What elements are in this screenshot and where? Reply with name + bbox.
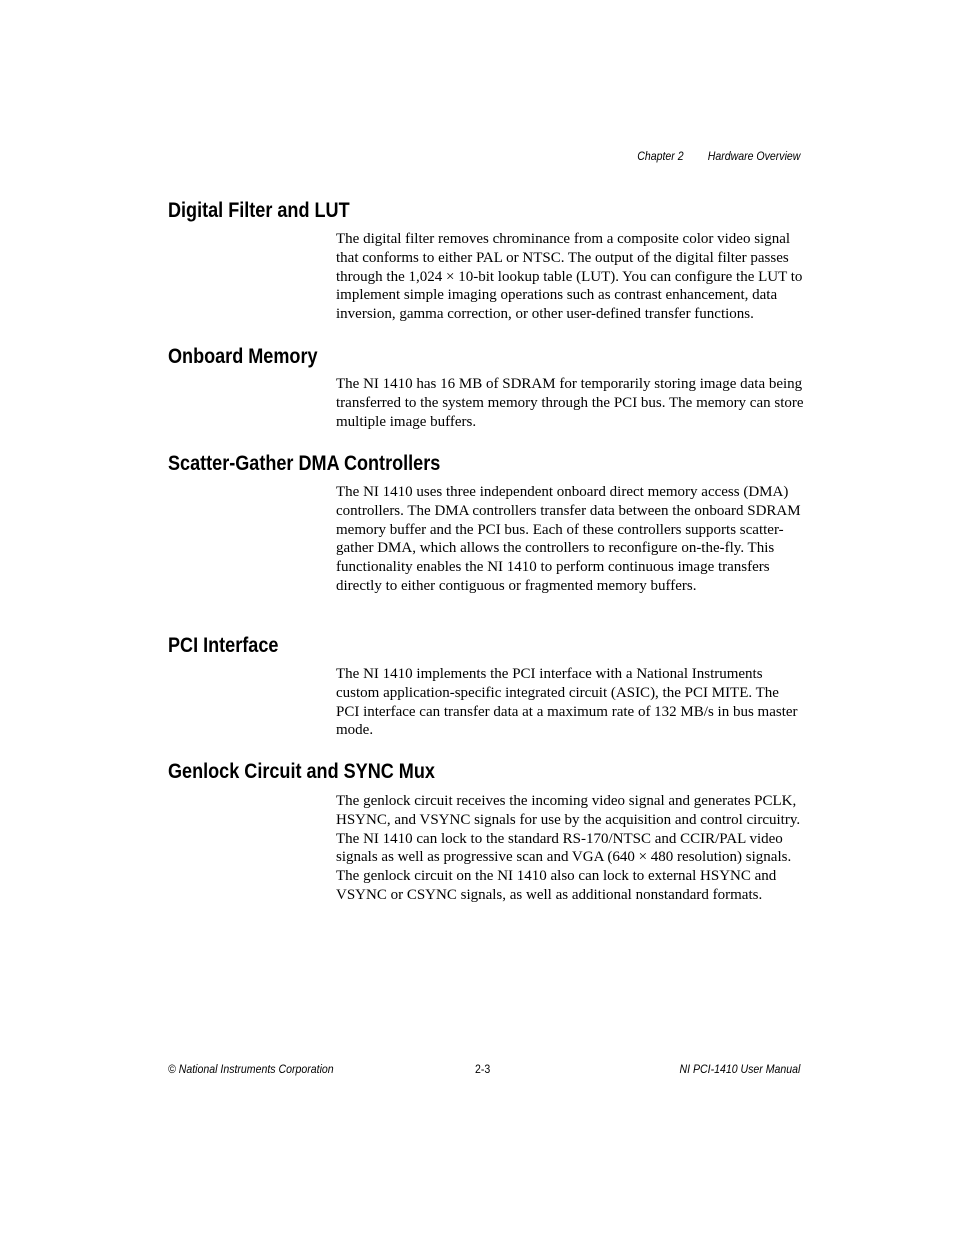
section-body: The NI 1410 has 16 MB of SDRAM for temporarily storing image data being transferred to the system memory through the PCI bus. The memory can store multiple image buffers. [336, 376, 804, 430]
section-dma-controllers [168, 451, 808, 596]
section-digital-filter [168, 198, 808, 324]
section-heading: Digital Filter and LUT [168, 199, 350, 222]
section-heading: PCI Interface [168, 634, 279, 657]
section-body: The genlock circuit receives the incoming video signal and generates PCLK, HSYNC, and VSYNC signals for use by the acquisition and control circuitry. The NI 1410 can lock to the standard RS-170/NTSC and CCIR/PAL video signals as well as progressive scan and VGA (640 × 480 resolution) signals. The genlock circuit on the NI 1410 also can lock to external HSYNC and VSYNC or CSYNC signals, as well as additional nonstandard formats. [336, 793, 801, 903]
chapter-label: Chapter 2 [636, 149, 684, 163]
footer-manual-title: NI PCI-1410 User Manual [679, 1062, 800, 1076]
section-pci-interface [168, 633, 808, 740]
section-heading: Scatter-Gather DMA Controllers [168, 452, 441, 475]
footer-page-number: 2-3 [475, 1062, 491, 1076]
chapter-title: Hardware Overview [707, 149, 800, 163]
section-body: The NI 1410 implements the PCI interface with a National Instruments custom application-specific integrated circuit (ASIC), the PCI MITE. The PCI interface can transfer data at a maximum rate of 132 MB/s in bus master mode. [336, 666, 798, 739]
page-footer [168, 1062, 800, 1078]
section-genlock [168, 759, 808, 905]
footer-copyright: © National Instruments Corporation [168, 1062, 334, 1076]
section-body: The digital filter removes chrominance from a composite color video signal that conforms to either PAL or NTSC. The output of the digital filter passes through the 1,024 × 10-bit lookup table (LUT). You can configure the LUT to implement simple imaging operations such as contrast enhancement, data inversion, gamma correction, or other user-defined transfer functions. [336, 231, 803, 323]
section-heading: Onboard Memory [168, 345, 318, 368]
section-heading: Genlock Circuit and SYNC Mux [168, 760, 435, 783]
running-header [637, 149, 800, 163]
section-body: The NI 1410 uses three independent onboard direct memory access (DMA) controllers. The DMA controllers transfer data between the onboard SDRAM memory buffer and the PCI bus. Each of these controllers supports scatter-gather DMA, which allows the controllers to reconfigure on-the-fly. This functionality enables the NI 1410 to perform continuous image transfers directly to either contiguous or fragmented memory buffers. [336, 484, 801, 594]
section-onboard-memory [168, 344, 808, 431]
